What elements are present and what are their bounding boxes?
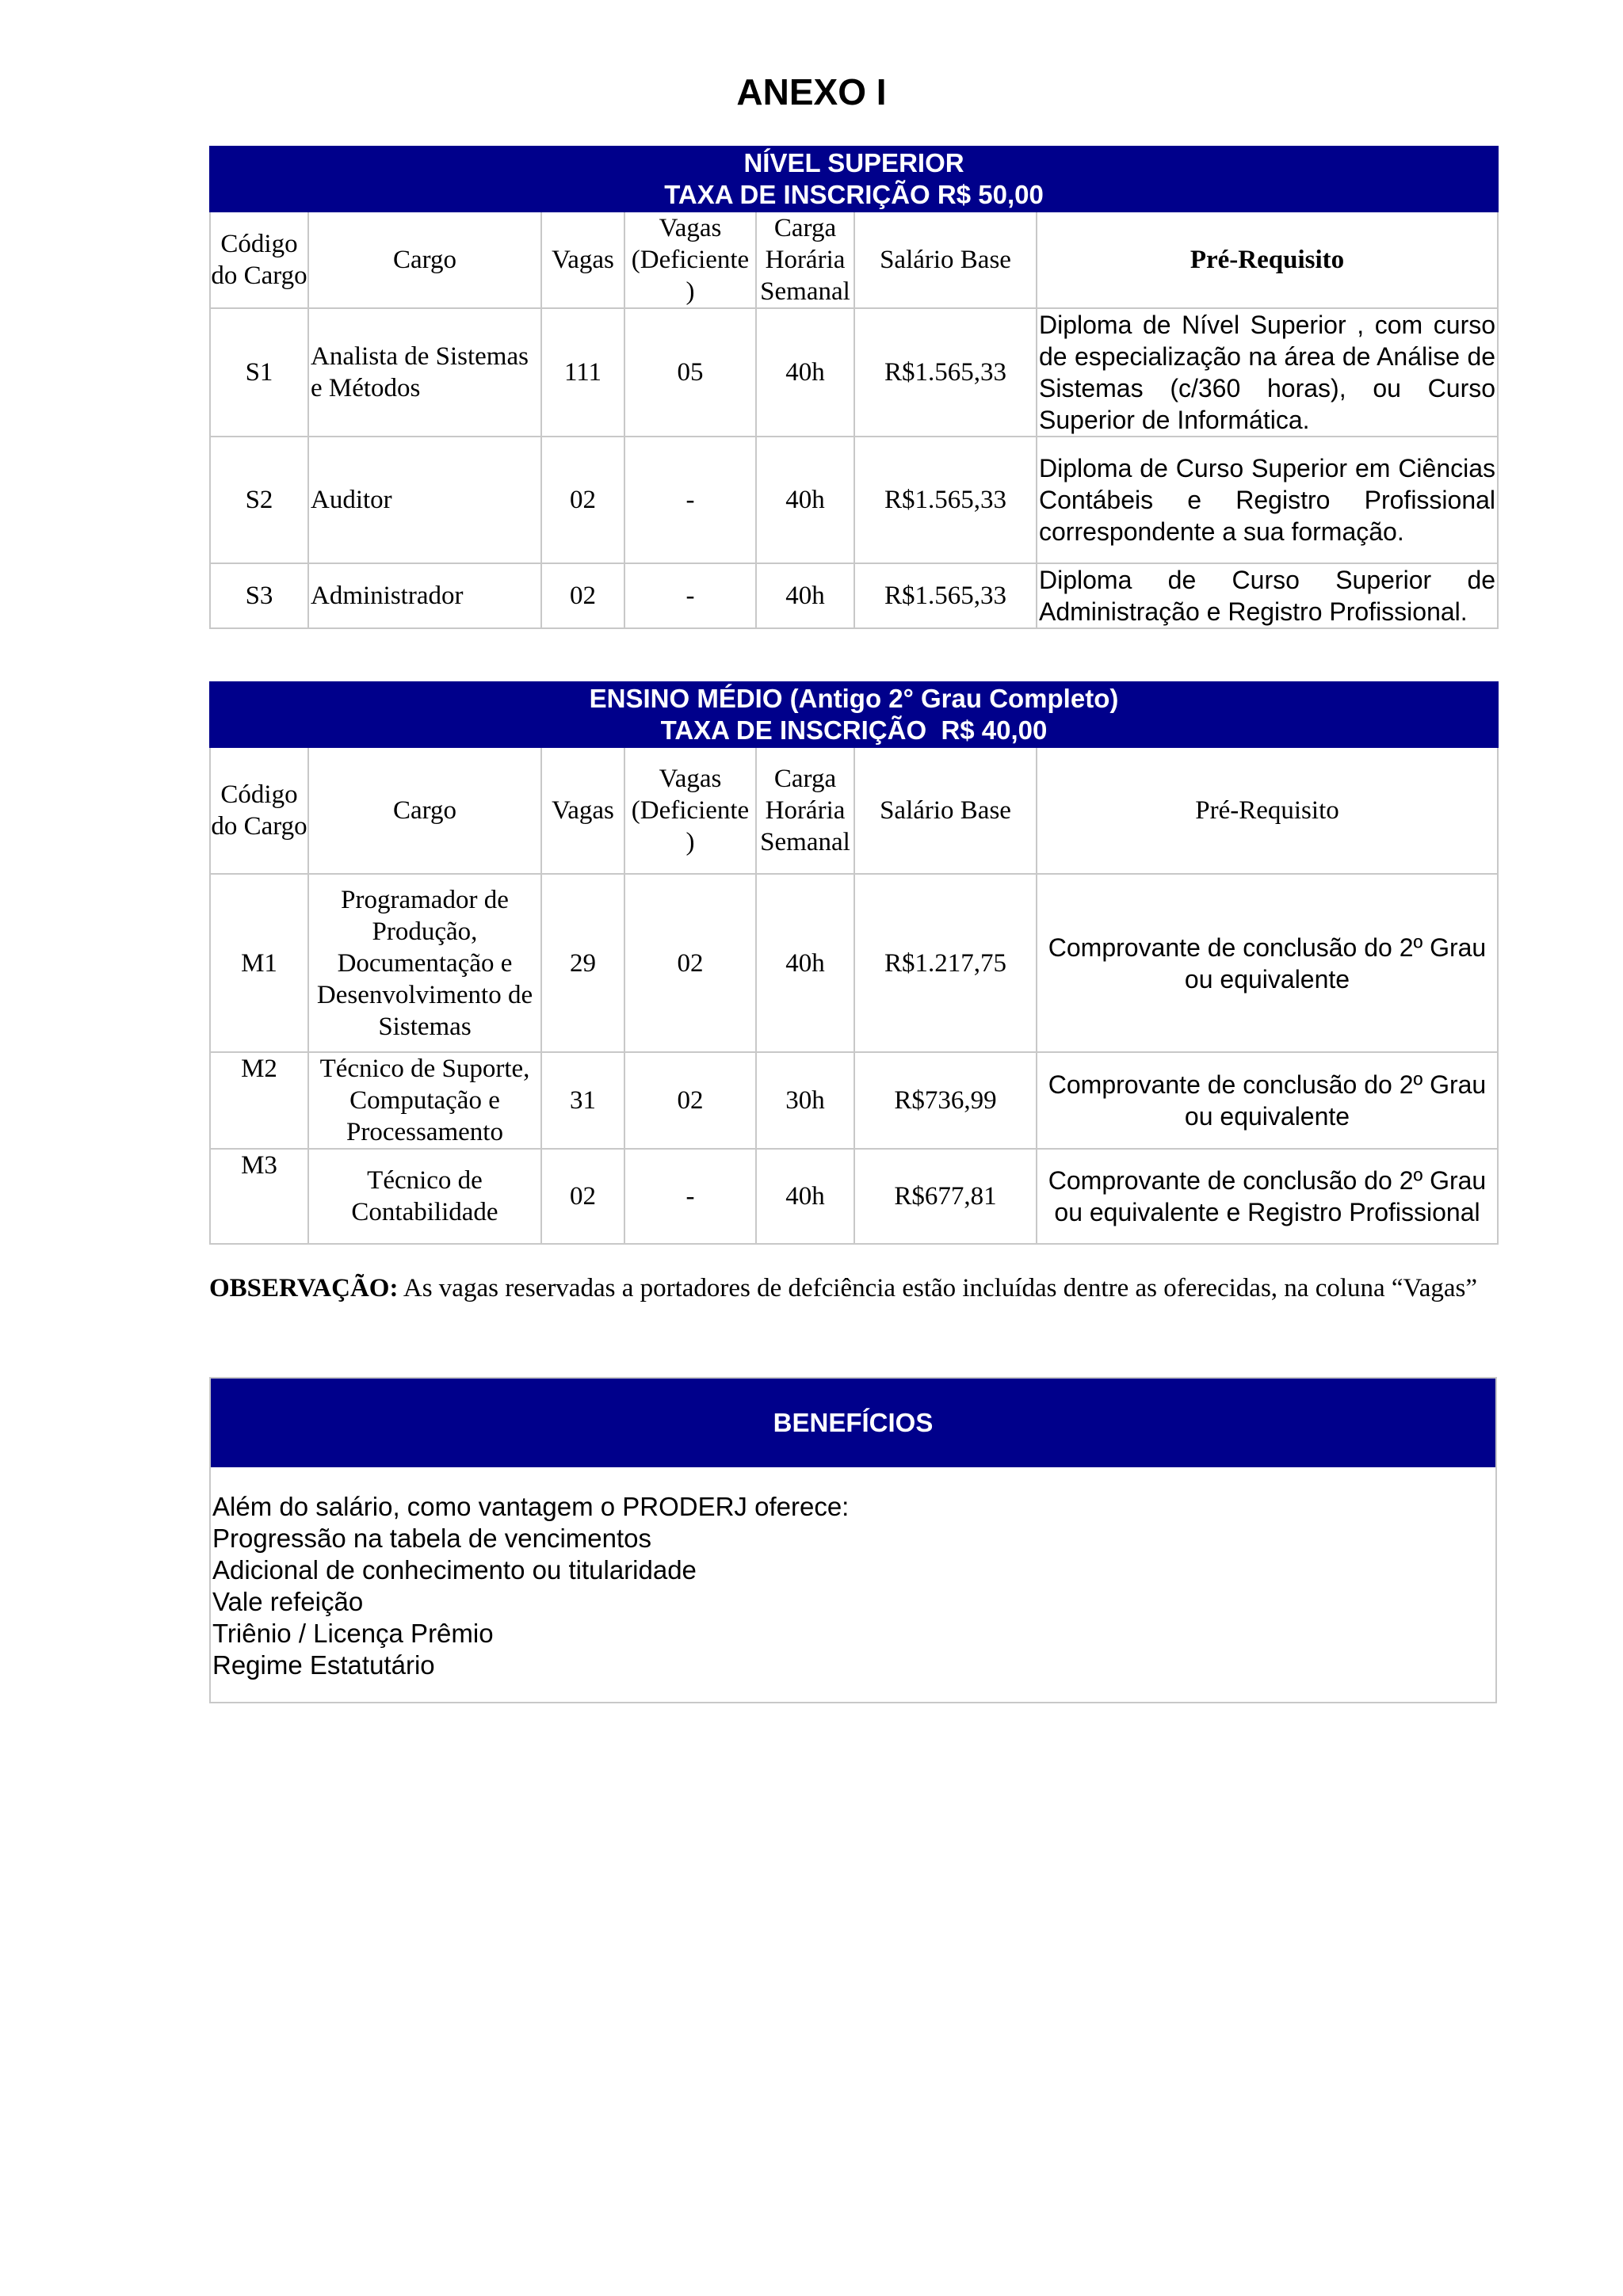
superior-heading-fee: TAXA DE INSCRIÇÃO R$ 50,00 bbox=[664, 180, 1044, 209]
cell-salario: R$736,99 bbox=[854, 1052, 1037, 1149]
observation-label: OBSERVAÇÃO: bbox=[209, 1274, 399, 1302]
cell-vagas-deficiente: - bbox=[624, 437, 756, 563]
cell-carga: 40h bbox=[756, 437, 854, 563]
col-header-vagas: Vagas bbox=[541, 212, 624, 308]
benefits-list bbox=[211, 1467, 1495, 1681]
table-row bbox=[210, 1052, 1498, 1149]
observation-note bbox=[209, 1272, 1497, 1304]
cell-prereq: Diploma de Nível Superior , com curso de especialização na área de Análise de Sistemas (c/360 horas), ou Curso Superior de Informática. bbox=[1037, 308, 1498, 437]
cell-prereq: Diploma de Curso Superior de Administração e Registro Profissional. bbox=[1037, 563, 1498, 628]
cell-vagas: 31 bbox=[541, 1052, 624, 1149]
col-header-codigo: Código do Cargo bbox=[210, 212, 308, 308]
cell-prereq: Comprovante de conclusão do 2º Grau ou equivalente e Registro Profissional bbox=[1037, 1149, 1498, 1244]
cell-codigo: S2 bbox=[210, 437, 308, 563]
cell-salario: R$677,81 bbox=[854, 1149, 1037, 1244]
medio-heading-fee: TAXA DE INSCRIÇÃO R$ 40,00 bbox=[660, 715, 1048, 745]
cell-vagas: 02 bbox=[541, 437, 624, 563]
col-header-vagas-deficiente: Vagas (Deficiente ) bbox=[624, 212, 756, 308]
col-header-carga: Carga Horária Semanal bbox=[756, 747, 854, 874]
col-header-vagas: Vagas bbox=[541, 747, 624, 874]
table-row bbox=[210, 563, 1498, 628]
col-header-salario: Salário Base bbox=[854, 747, 1037, 874]
benefits-heading: BENEFÍCIOS bbox=[211, 1379, 1495, 1467]
cell-cargo: Auditor bbox=[308, 437, 541, 563]
cell-cargo: Administrador bbox=[308, 563, 541, 628]
col-header-vagas-deficiente: Vagas (Deficiente ) bbox=[624, 747, 756, 874]
medio-heading-level: ENSINO MÉDIO (Antigo 2° Grau Completo) bbox=[589, 684, 1119, 713]
medio-column-headers bbox=[210, 747, 1498, 874]
cell-prereq: Comprovante de conclusão do 2º Grau ou equivalente bbox=[1037, 874, 1498, 1052]
list-item: Triênio / Licença Prêmio bbox=[212, 1619, 494, 1648]
table-row bbox=[210, 437, 1498, 563]
cell-codigo: M3 bbox=[210, 1149, 308, 1244]
cell-salario: R$1.565,33 bbox=[854, 437, 1037, 563]
cell-vagas: 29 bbox=[541, 874, 624, 1052]
medio-heading bbox=[210, 682, 1498, 747]
col-header-codigo: Código do Cargo bbox=[210, 747, 308, 874]
cell-vagas: 02 bbox=[541, 1149, 624, 1244]
list-item: Vale refeição bbox=[212, 1587, 364, 1616]
medio-table bbox=[209, 681, 1499, 1245]
cell-carga: 40h bbox=[756, 874, 854, 1052]
cell-salario: R$1.565,33 bbox=[854, 308, 1037, 437]
cell-codigo: S1 bbox=[210, 308, 308, 437]
superior-table bbox=[209, 146, 1499, 629]
cell-codigo: M2 bbox=[210, 1052, 308, 1149]
observation-text: As vagas reservadas a portadores de defciência estão incluídas dentre as oferecidas, na coluna “Vagas” bbox=[398, 1274, 1478, 1302]
benefits-box bbox=[209, 1377, 1497, 1703]
cell-cargo: Técnico de Suporte, Computação e Processamento bbox=[308, 1052, 541, 1149]
col-header-prereq: Pré-Requisito bbox=[1037, 212, 1498, 308]
list-item: Além do salário, como vantagem o PRODERJ oferece: bbox=[212, 1492, 850, 1521]
table-row bbox=[210, 308, 1498, 437]
cell-salario: R$1.565,33 bbox=[854, 563, 1037, 628]
col-header-carga: Carga Horária Semanal bbox=[756, 212, 854, 308]
list-item: Progressão na tabela de vencimentos bbox=[212, 1524, 652, 1553]
superior-column-headers bbox=[210, 212, 1498, 308]
cell-cargo: Técnico de Contabilidade bbox=[308, 1149, 541, 1244]
cell-salario: R$1.217,75 bbox=[854, 874, 1037, 1052]
cell-vagas-deficiente: - bbox=[624, 563, 756, 628]
cell-carga: 40h bbox=[756, 563, 854, 628]
col-header-cargo: Cargo bbox=[308, 212, 541, 308]
cell-codigo: M1 bbox=[210, 874, 308, 1052]
cell-vagas-deficiente: 02 bbox=[624, 1052, 756, 1149]
cell-cargo: Analista de Sistemas e Métodos bbox=[308, 308, 541, 437]
table-row bbox=[210, 874, 1498, 1052]
cell-carga: 40h bbox=[756, 1149, 854, 1244]
cell-vagas-deficiente: - bbox=[624, 1149, 756, 1244]
col-header-prereq: Pré-Requisito bbox=[1037, 747, 1498, 874]
col-header-salario: Salário Base bbox=[854, 212, 1037, 308]
list-item: Adicional de conhecimento ou titularidade bbox=[212, 1555, 697, 1585]
superior-heading-level: NÍVEL SUPERIOR bbox=[743, 148, 964, 177]
cell-prereq: Comprovante de conclusão do 2º Grau ou equivalente bbox=[1037, 1052, 1498, 1149]
cell-vagas-deficiente: 05 bbox=[624, 308, 756, 437]
cell-codigo: S3 bbox=[210, 563, 308, 628]
page-title: ANEXO I bbox=[736, 71, 887, 113]
superior-heading bbox=[210, 147, 1498, 212]
cell-vagas: 111 bbox=[541, 308, 624, 437]
col-header-cargo: Cargo bbox=[308, 747, 541, 874]
cell-vagas: 02 bbox=[541, 563, 624, 628]
cell-prereq: Diploma de Curso Superior em Ciências Contábeis e Registro Profissional correspondente a sua formação. bbox=[1037, 437, 1498, 563]
cell-carga: 30h bbox=[756, 1052, 854, 1149]
cell-vagas-deficiente: 02 bbox=[624, 874, 756, 1052]
cell-carga: 40h bbox=[756, 308, 854, 437]
table-row bbox=[210, 1149, 1498, 1244]
list-item: Regime Estatutário bbox=[212, 1650, 435, 1680]
cell-cargo: Programador de Produção, Documentação e Desenvolvimento de Sistemas bbox=[308, 874, 541, 1052]
